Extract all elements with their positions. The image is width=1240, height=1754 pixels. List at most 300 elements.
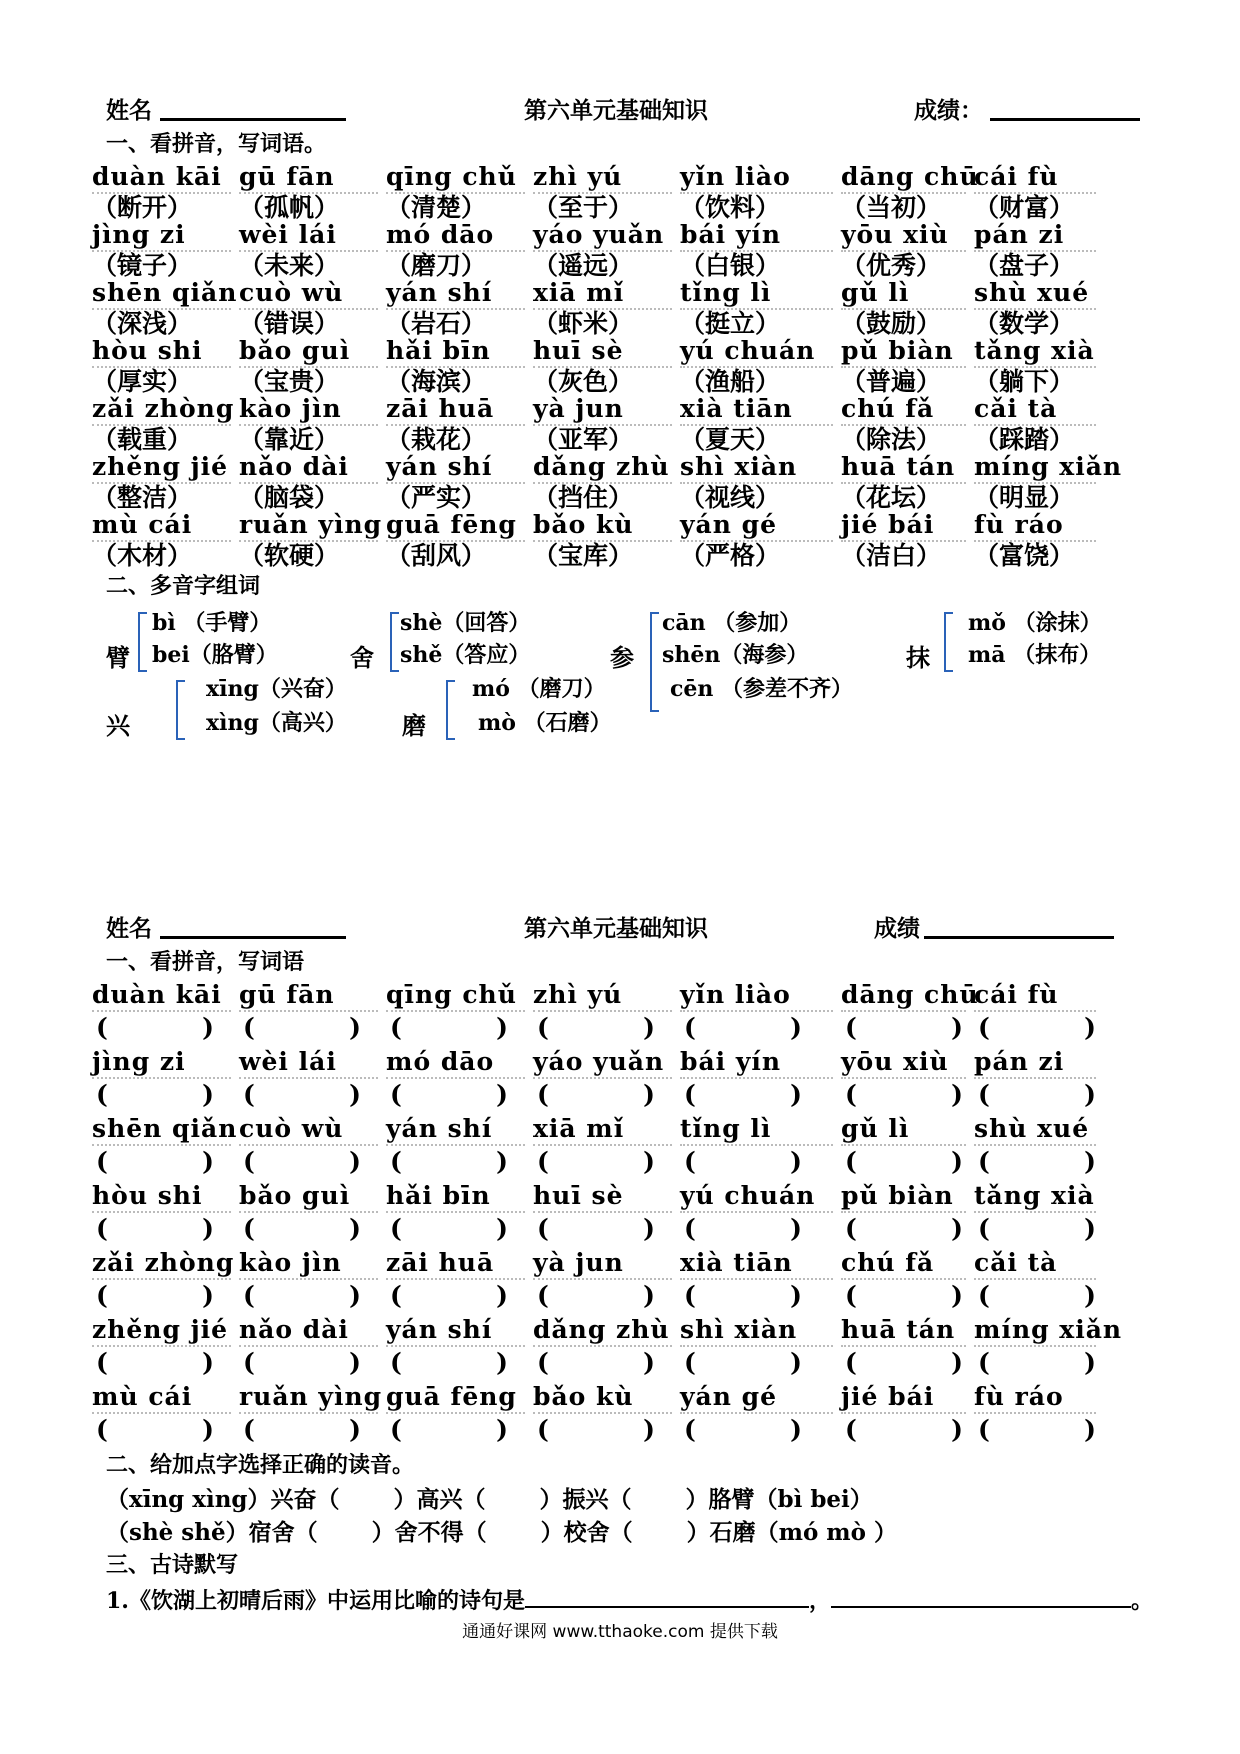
answer-blank[interactable]: [239, 1079, 365, 1111]
answer-word: （渔船）: [680, 367, 781, 396]
answer-word: （数学）: [974, 309, 1075, 338]
answer-blank[interactable]: [841, 1347, 967, 1379]
answer-blank[interactable]: [974, 1012, 1100, 1044]
close-paren: ): [496, 1147, 508, 1176]
close-paren: ): [951, 1013, 963, 1042]
answer-word: （踩踏）: [974, 425, 1075, 454]
answer-word: （视线）: [680, 483, 781, 512]
close-paren: ): [790, 1013, 802, 1042]
pinyin-text: dāng chū: [841, 162, 966, 194]
answer-word: （载重）: [92, 425, 193, 454]
pinyin-text: xiā mǐ: [533, 1114, 672, 1146]
open-paren: (: [537, 1415, 549, 1444]
pinyin-text: shēn qiǎn: [92, 278, 231, 310]
reading-choice-line-2: [0, 1516, 1240, 1549]
close-paren: ): [790, 1147, 802, 1176]
close-paren: ): [349, 1348, 361, 1377]
word-cell: [533, 336, 680, 396]
section-title-polyphone: 二、多音字组词: [106, 574, 261, 599]
answer-blank[interactable]: [239, 1414, 365, 1446]
word-cell: [92, 162, 239, 222]
word-cell: [841, 1114, 974, 1181]
pinyin-text: cuò wù: [239, 1114, 378, 1146]
answer-blank[interactable]: [533, 1347, 659, 1379]
open-paren: (: [537, 1147, 549, 1176]
word-cell: [533, 980, 680, 1047]
pinyin-text: huā tán: [841, 1315, 966, 1347]
answer-blank[interactable]: [344, 1486, 390, 1513]
answer-word: （洁白）: [841, 541, 942, 570]
answer-word: （严实）: [386, 483, 487, 512]
answer-blank[interactable]: [680, 1280, 806, 1312]
answer-blank[interactable]: [680, 1146, 806, 1178]
answer-blank[interactable]: [637, 1519, 683, 1546]
score-label: 成绩：: [914, 98, 983, 124]
open-paren: (: [390, 1147, 402, 1176]
pinyin-row: [92, 452, 1142, 510]
answer-blank[interactable]: [680, 1012, 806, 1044]
answer-word: （虾米）: [533, 309, 634, 338]
worksheet-title: 第六单元基础知识: [524, 98, 708, 124]
word-cell: [533, 510, 680, 570]
answer-blank[interactable]: [533, 1213, 659, 1245]
close-paren: ): [790, 1080, 802, 1109]
answer-blank[interactable]: [92, 1079, 218, 1111]
word-cell: [92, 980, 239, 1047]
word-cell: [92, 1114, 239, 1181]
close-paren: ): [1084, 1147, 1096, 1176]
pinyin-text: yú chuán: [680, 1181, 833, 1213]
open-paren: (: [845, 1214, 857, 1243]
word-cell: [680, 336, 841, 396]
pinyin-text: guā fēng: [386, 1382, 525, 1414]
word-cell: [239, 1114, 386, 1181]
polyphone-reading: shě（答应）: [400, 642, 531, 668]
pinyin-text: jìng zi: [92, 220, 231, 252]
pinyin-text: zāi huā: [386, 394, 525, 426]
score-field-line[interactable]: [924, 936, 1114, 939]
word-cell: [239, 510, 386, 570]
answer-blank[interactable]: [533, 1280, 659, 1312]
pinyin-text: hǎi bīn: [386, 336, 525, 368]
word-cell: [386, 980, 533, 1047]
bracket-icon: [138, 612, 147, 672]
word-cell: [841, 1382, 974, 1449]
score-field-line[interactable]: [990, 118, 1140, 121]
polyphone-reading: mó （磨刀）: [472, 676, 606, 702]
answer-word: （挺立）: [680, 309, 781, 338]
word-cell: [92, 278, 239, 338]
pinyin-text: shì xiàn: [680, 452, 833, 484]
pinyin-answer-grid: [92, 162, 1142, 568]
bracket-icon: [176, 680, 185, 740]
pinyin-text: huī sè: [533, 1181, 672, 1213]
answer-blank[interactable]: [386, 1079, 512, 1111]
answer-word: （鼓励）: [841, 309, 942, 338]
open-paren: (: [845, 1080, 857, 1109]
answer-blank[interactable]: [841, 1280, 967, 1312]
answer-word: （深浅）: [92, 309, 193, 338]
word-cell: [680, 510, 841, 570]
pinyin-text: mó dāo: [386, 1047, 525, 1079]
answer-blank[interactable]: [386, 1347, 512, 1379]
name-label: 姓名: [106, 98, 152, 124]
answer-blank[interactable]: [841, 1079, 967, 1111]
pinyin-text: kào jìn: [239, 394, 378, 426]
pinyin-text: kào jìn: [239, 1248, 378, 1280]
pinyin-text: nǎo dài: [239, 1315, 378, 1347]
answer-blank[interactable]: [533, 1414, 659, 1446]
word-cell: [239, 452, 386, 512]
poem-answer-line[interactable]: [525, 1584, 809, 1608]
pinyin-text: guā fēng: [386, 510, 525, 542]
answer-blank[interactable]: [386, 1146, 512, 1178]
close-paren: ): [1084, 1281, 1096, 1310]
word-cell: [92, 394, 239, 454]
section-title-pinyin: 一、看拼音，写词语。: [106, 132, 327, 157]
word-cell: [680, 452, 841, 512]
pinyin-text: chú fǎ: [841, 394, 966, 426]
word-cell: [974, 980, 1104, 1047]
close-paren: ): [643, 1281, 655, 1310]
answer-blank[interactable]: [974, 1347, 1100, 1379]
word-cell: [239, 162, 386, 222]
word-cell: [974, 162, 1104, 222]
pinyin-text: bǎo kù: [533, 1382, 672, 1414]
open-paren: (: [243, 1281, 255, 1310]
close-paren: ): [496, 1348, 508, 1377]
word-cell: [533, 1047, 680, 1114]
answer-blank[interactable]: [974, 1146, 1100, 1178]
word-cell: [386, 1315, 533, 1382]
polyphone-reading: mò （石磨）: [478, 710, 612, 736]
reading-choice-text: ）舍不得（: [371, 1519, 487, 1546]
close-paren: ): [1084, 1415, 1096, 1444]
open-paren: (: [684, 1147, 696, 1176]
open-paren: (: [845, 1348, 857, 1377]
answer-blank[interactable]: [92, 1146, 218, 1178]
word-cell: [974, 1181, 1104, 1248]
close-paren: ): [202, 1147, 214, 1176]
answer-word: （至于）: [533, 193, 634, 222]
poem-answer-line[interactable]: [831, 1584, 1131, 1608]
answer-blank[interactable]: [491, 1519, 537, 1546]
score-label: 成绩: [874, 916, 920, 942]
pinyin-text: shù xué: [974, 278, 1096, 310]
close-paren: ): [643, 1013, 655, 1042]
polyphone-reading: mǒ （涂抹）: [968, 610, 1102, 636]
answer-word: （严格）: [680, 541, 781, 570]
pinyin-text: yǐn liào: [680, 980, 833, 1012]
open-paren: (: [845, 1013, 857, 1042]
answer-word: （木材）: [92, 541, 193, 570]
answer-blank[interactable]: [974, 1414, 1100, 1446]
close-paren: ): [790, 1281, 802, 1310]
answer-blank[interactable]: [680, 1079, 806, 1111]
polyphone-char: 磨: [402, 711, 426, 740]
word-cell: [386, 220, 533, 280]
word-cell: [92, 1248, 239, 1315]
answer-word: （挡住）: [533, 483, 634, 512]
answer-word: （遥远）: [533, 251, 634, 280]
answer-word: （镜子）: [92, 251, 193, 280]
open-paren: (: [978, 1348, 990, 1377]
answer-blank[interactable]: [386, 1414, 512, 1446]
pinyin-text: bǎo guì: [239, 336, 378, 368]
word-cell: [239, 1315, 386, 1382]
pinyin-text: zǎi zhòng: [92, 1248, 231, 1280]
open-paren: (: [243, 1415, 255, 1444]
word-cell: [239, 336, 386, 396]
open-paren: (: [845, 1281, 857, 1310]
answer-blank[interactable]: [239, 1146, 365, 1178]
open-paren: (: [978, 1080, 990, 1109]
answer-word: （岩石）: [386, 309, 487, 338]
answer-word: （海滨）: [386, 367, 487, 396]
polyphone-reading: bei（胳臂）: [152, 642, 278, 668]
answer-blank[interactable]: [974, 1079, 1100, 1111]
bracket-icon: [650, 612, 659, 712]
word-cell: [841, 278, 974, 338]
word-cell: [974, 1248, 1104, 1315]
word-cell: [239, 1181, 386, 1248]
answer-blank[interactable]: [92, 1280, 218, 1312]
word-cell: [386, 1114, 533, 1181]
close-paren: ): [643, 1415, 655, 1444]
pinyin-text: jìng zi: [92, 1047, 231, 1079]
polyphone-char: 舍: [350, 643, 374, 672]
name-label: 姓名: [106, 916, 152, 942]
close-paren: ): [1084, 1013, 1096, 1042]
polyphone-char: 参: [610, 643, 634, 672]
answer-blank[interactable]: [680, 1347, 806, 1379]
answer-blank[interactable]: [92, 1213, 218, 1245]
pinyin-text: yán shí: [386, 1114, 525, 1146]
pinyin-text: cǎi tà: [974, 394, 1096, 426]
answer-blank[interactable]: [533, 1012, 659, 1044]
pinyin-row: [92, 162, 1142, 220]
open-paren: (: [390, 1080, 402, 1109]
answer-word: （错误）: [239, 309, 340, 338]
answer-blank[interactable]: [239, 1280, 365, 1312]
close-paren: ): [951, 1281, 963, 1310]
bracket-icon: [446, 680, 455, 740]
close-paren: ): [951, 1348, 963, 1377]
answer-word: （清楚）: [386, 193, 487, 222]
pinyin-text: yà jun: [533, 394, 672, 426]
answer-blank[interactable]: [680, 1213, 806, 1245]
pinyin-row: [92, 980, 1142, 1047]
polyphone-reading: cān （参加）: [662, 610, 802, 636]
open-paren: (: [96, 1415, 108, 1444]
name-field-line[interactable]: [160, 118, 346, 121]
pinyin-text: pán zi: [974, 220, 1096, 252]
section-title-reading: 二、给加点字选择正确的读音。: [106, 1453, 415, 1478]
pinyin-text: hǎi bīn: [386, 1181, 525, 1213]
open-paren: (: [390, 1281, 402, 1310]
word-cell: [239, 278, 386, 338]
pinyin-text: hòu shi: [92, 1181, 231, 1213]
word-cell: [974, 1382, 1104, 1449]
pinyin-text: pǔ biàn: [841, 1181, 966, 1213]
pinyin-text: wèi lái: [239, 1047, 378, 1079]
polyphone-char: 臂: [106, 643, 130, 672]
pinyin-text: hòu shi: [92, 336, 231, 368]
answer-blank[interactable]: [490, 1486, 536, 1513]
pinyin-text: pǔ biàn: [841, 336, 966, 368]
pinyin-text: ruǎn yìng: [239, 510, 378, 542]
pinyin-text: ruǎn yìng: [239, 1382, 378, 1414]
close-paren: ): [202, 1080, 214, 1109]
answer-blank[interactable]: [322, 1519, 368, 1546]
answer-blank[interactable]: [636, 1486, 682, 1513]
pinyin-text: cái fù: [974, 980, 1096, 1012]
reading-choice-text: ）胳臂（bì bei）: [685, 1486, 873, 1513]
polyphone-char: 兴: [106, 711, 130, 740]
answer-blank[interactable]: [92, 1414, 218, 1446]
open-paren: (: [684, 1013, 696, 1042]
word-cell: [92, 452, 239, 512]
pinyin-text: bái yín: [680, 1047, 833, 1079]
word-cell: [974, 452, 1123, 512]
close-paren: ): [202, 1348, 214, 1377]
pinyin-text: xià tiān: [680, 1248, 833, 1280]
poem-comma: ，: [808, 1588, 831, 1614]
answer-blank[interactable]: [239, 1213, 365, 1245]
answer-word: （靠近）: [239, 425, 340, 454]
pinyin-text: bái yín: [680, 220, 833, 252]
close-paren: ): [202, 1281, 214, 1310]
close-paren: ): [951, 1080, 963, 1109]
pinyin-text: jié bái: [841, 510, 966, 542]
word-cell: [680, 394, 841, 454]
close-paren: ): [643, 1080, 655, 1109]
word-cell: [386, 452, 533, 512]
pinyin-text: gū fān: [239, 162, 378, 194]
answer-blank[interactable]: [92, 1347, 218, 1379]
close-paren: ): [1084, 1214, 1096, 1243]
answer-word: （亚军）: [533, 425, 634, 454]
pinyin-text: cái fù: [974, 162, 1096, 194]
close-paren: ): [496, 1214, 508, 1243]
answer-blank[interactable]: [533, 1079, 659, 1111]
section-title-pinyin: 一、看拼音，写词语: [106, 950, 305, 975]
pinyin-text: shì xiàn: [680, 1315, 833, 1347]
open-paren: (: [390, 1013, 402, 1042]
answer-word: （宝贵）: [239, 367, 340, 396]
pinyin-text: zhěng jié: [92, 1315, 231, 1347]
answer-blank[interactable]: [974, 1213, 1100, 1245]
answer-word: （饮料）: [680, 193, 781, 222]
word-cell: [841, 336, 974, 396]
word-cell: [92, 1382, 239, 1449]
answer-word: （软硬）: [239, 541, 340, 570]
close-paren: ): [496, 1281, 508, 1310]
word-cell: [974, 220, 1104, 280]
open-paren: (: [96, 1147, 108, 1176]
pinyin-text: dǎng zhù: [533, 452, 672, 484]
open-paren: (: [978, 1013, 990, 1042]
pinyin-row: [92, 510, 1142, 568]
answer-blank[interactable]: [386, 1213, 512, 1245]
pinyin-text: yú chuán: [680, 336, 833, 368]
answer-blank[interactable]: [386, 1280, 512, 1312]
answer-blank[interactable]: [841, 1414, 967, 1446]
open-paren: (: [684, 1348, 696, 1377]
answer-blank[interactable]: [533, 1146, 659, 1178]
reading-choice-text: ）校舍（: [540, 1519, 633, 1546]
polyphone-reading: shè（回答）: [400, 610, 531, 636]
open-paren: (: [978, 1415, 990, 1444]
word-cell: [974, 278, 1104, 338]
pinyin-text: yán shí: [386, 278, 525, 310]
word-cell: [92, 510, 239, 570]
answer-word: （栽花）: [386, 425, 487, 454]
answer-blank[interactable]: [841, 1012, 967, 1044]
pinyin-text: wèi lái: [239, 220, 378, 252]
pinyin-text: tǎng xià: [974, 336, 1096, 368]
open-paren: (: [243, 1147, 255, 1176]
open-paren: (: [537, 1080, 549, 1109]
word-cell: [533, 1248, 680, 1315]
pinyin-text: chú fǎ: [841, 1248, 966, 1280]
answer-blank[interactable]: [841, 1146, 967, 1178]
word-cell: [841, 162, 979, 222]
answer-blank[interactable]: [386, 1012, 512, 1044]
page-footer: 通通好课网 www.tthaoke.com 提供下载: [462, 1622, 778, 1642]
pinyin-text: zhěng jié: [92, 452, 231, 484]
pinyin-row: [92, 1047, 1142, 1114]
close-paren: ): [1084, 1348, 1096, 1377]
open-paren: (: [684, 1080, 696, 1109]
answer-blank[interactable]: [92, 1012, 218, 1044]
open-paren: (: [684, 1214, 696, 1243]
answer-word: （财富）: [974, 193, 1075, 222]
word-cell: [841, 1315, 974, 1382]
answer-blank[interactable]: [239, 1012, 365, 1044]
reading-choice-text: ）高兴（: [393, 1486, 486, 1513]
close-paren: ): [349, 1281, 361, 1310]
pinyin-text: jié bái: [841, 1382, 966, 1414]
reading-choice-text: （shè shě）宿舍（: [106, 1519, 318, 1546]
open-paren: (: [537, 1281, 549, 1310]
word-cell: [92, 1047, 239, 1114]
word-cell: [680, 278, 841, 338]
word-cell: [841, 1181, 974, 1248]
answer-word: （夏天）: [680, 425, 781, 454]
answer-blank[interactable]: [841, 1213, 967, 1245]
word-cell: [841, 1248, 974, 1315]
pinyin-text: tǐng lì: [680, 278, 833, 310]
reading-choice-text: （xīng xìng）兴奋（: [106, 1486, 340, 1513]
answer-blank[interactable]: [239, 1347, 365, 1379]
close-paren: ): [496, 1013, 508, 1042]
pinyin-row: [92, 336, 1142, 394]
word-cell: [239, 220, 386, 280]
pinyin-text: mó dāo: [386, 220, 525, 252]
pinyin-row: [92, 1315, 1142, 1382]
polyphone-reading: shēn（海参）: [662, 642, 809, 668]
pinyin-text: mù cái: [92, 1382, 231, 1414]
word-cell: [680, 162, 841, 222]
close-paren: ): [643, 1214, 655, 1243]
answer-blank[interactable]: [680, 1414, 806, 1446]
word-cell: [533, 1181, 680, 1248]
name-field-line[interactable]: [160, 936, 346, 939]
pinyin-text: yáo yuǎn: [533, 220, 672, 252]
pinyin-text: gǔ lì: [841, 1114, 966, 1146]
answer-blank[interactable]: [974, 1280, 1100, 1312]
